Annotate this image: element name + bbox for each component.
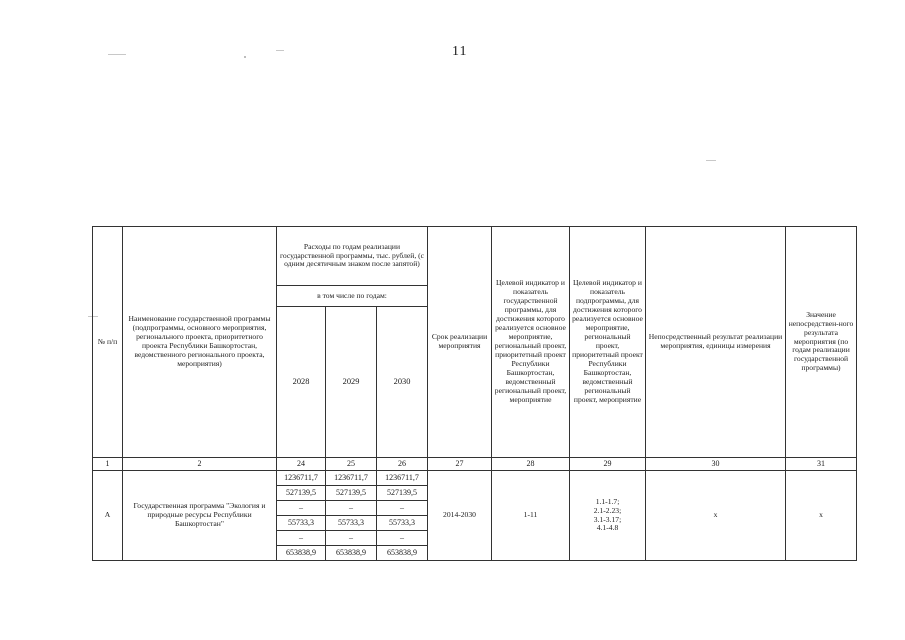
page-number: 11 [452,44,468,59]
program-expenses-table [92,226,857,561]
header-num: № п/п [93,227,123,458]
target-sub-line: 3.1-3.17; [593,514,622,524]
amount-2028: 55733,3 [277,516,326,531]
scan-artifact [276,50,284,51]
amount-2028: – [277,531,326,546]
header-target-sub: Целевой индикатор и показатель подпрограммы, для достижения которого реализуется основное мероприятие, региональный проект, приоритетный проект Республики Башкортостан, ведомственный региональный проект, мероприятие [570,227,646,458]
row-target-sub [570,471,646,561]
column-index: 28 [492,458,570,471]
scan-artifact [108,54,126,55]
amount-2030: 527139,5 [377,486,428,501]
header-year-2028: 2028 [277,307,326,458]
column-index: 25 [326,458,377,471]
column-index: 2 [123,458,277,471]
amount-2029: 55733,3 [326,516,377,531]
amount-2030: 1236711,7 [377,471,428,486]
header-including-years: в том числе по годам: [277,286,428,307]
column-index: 24 [277,458,326,471]
amount-2029: – [326,531,377,546]
row-num: А [93,471,123,561]
column-index: 31 [786,458,857,471]
header-year-2030: 2030 [377,307,428,458]
header-result: Непосредственный результат реализации мероприятия, единицы измерения [646,227,786,458]
amount-2028: 1236711,7 [277,471,326,486]
column-index: 1 [93,458,123,471]
header-value: Значение непосредствен-ного результата мероприятия (по годам реализации государственной программы) [786,227,857,458]
target-sub-line: 1.1-1.7; [595,496,620,506]
amount-2028: 653838,9 [277,546,326,561]
row-program-name: Государственная программа "Экология и природные ресурсы Республики Башкортостан" [123,471,277,561]
amount-2029: 653838,9 [326,546,377,561]
column-index: 30 [646,458,786,471]
amount-2030: 653838,9 [377,546,428,561]
header-expenses: Расходы по годам реализации государственной программы, тыс. рублей, (с одним десятичным знаком после запятой) [277,227,428,286]
amount-2030: – [377,501,428,516]
row-target-gp: 1-11 [492,471,570,561]
row-term: 2014-2030 [428,471,492,561]
header-target-gp: Целевой индикатор и показатель государственной программы, для достижения которого реализуется основное мероприятие, региональный проект, приоритетный проект Республики Башкортостан, ведомственный региональный проект, мероприятие [492,227,570,458]
amount-2028: 527139,5 [277,486,326,501]
scan-artifact [244,56,246,58]
amount-2029: – [326,501,377,516]
target-sub-line: 4.1-4.8 [596,523,619,533]
amount-2029: 1236711,7 [326,471,377,486]
scan-artifact [706,160,716,161]
column-index: 26 [377,458,428,471]
amount-2030: 55733,3 [377,516,428,531]
header-name: Наименование государственной программы (подпрограммы, основного мероприятия, регионального проекта, приоритетного проекта Республики Башкортостан, ведомственного регионального проекта, мероприятия) [123,227,277,458]
row-result: x [646,471,786,561]
header-term: Срок реализации мероприятия [428,227,492,458]
amount-2030: – [377,531,428,546]
column-index: 29 [570,458,646,471]
header-year-2029: 2029 [326,307,377,458]
target-sub-line: 2.1-2.23; [593,505,622,515]
column-index: 27 [428,458,492,471]
row-value: x [786,471,857,561]
amount-2029: 527139,5 [326,486,377,501]
amount-2028: – [277,501,326,516]
